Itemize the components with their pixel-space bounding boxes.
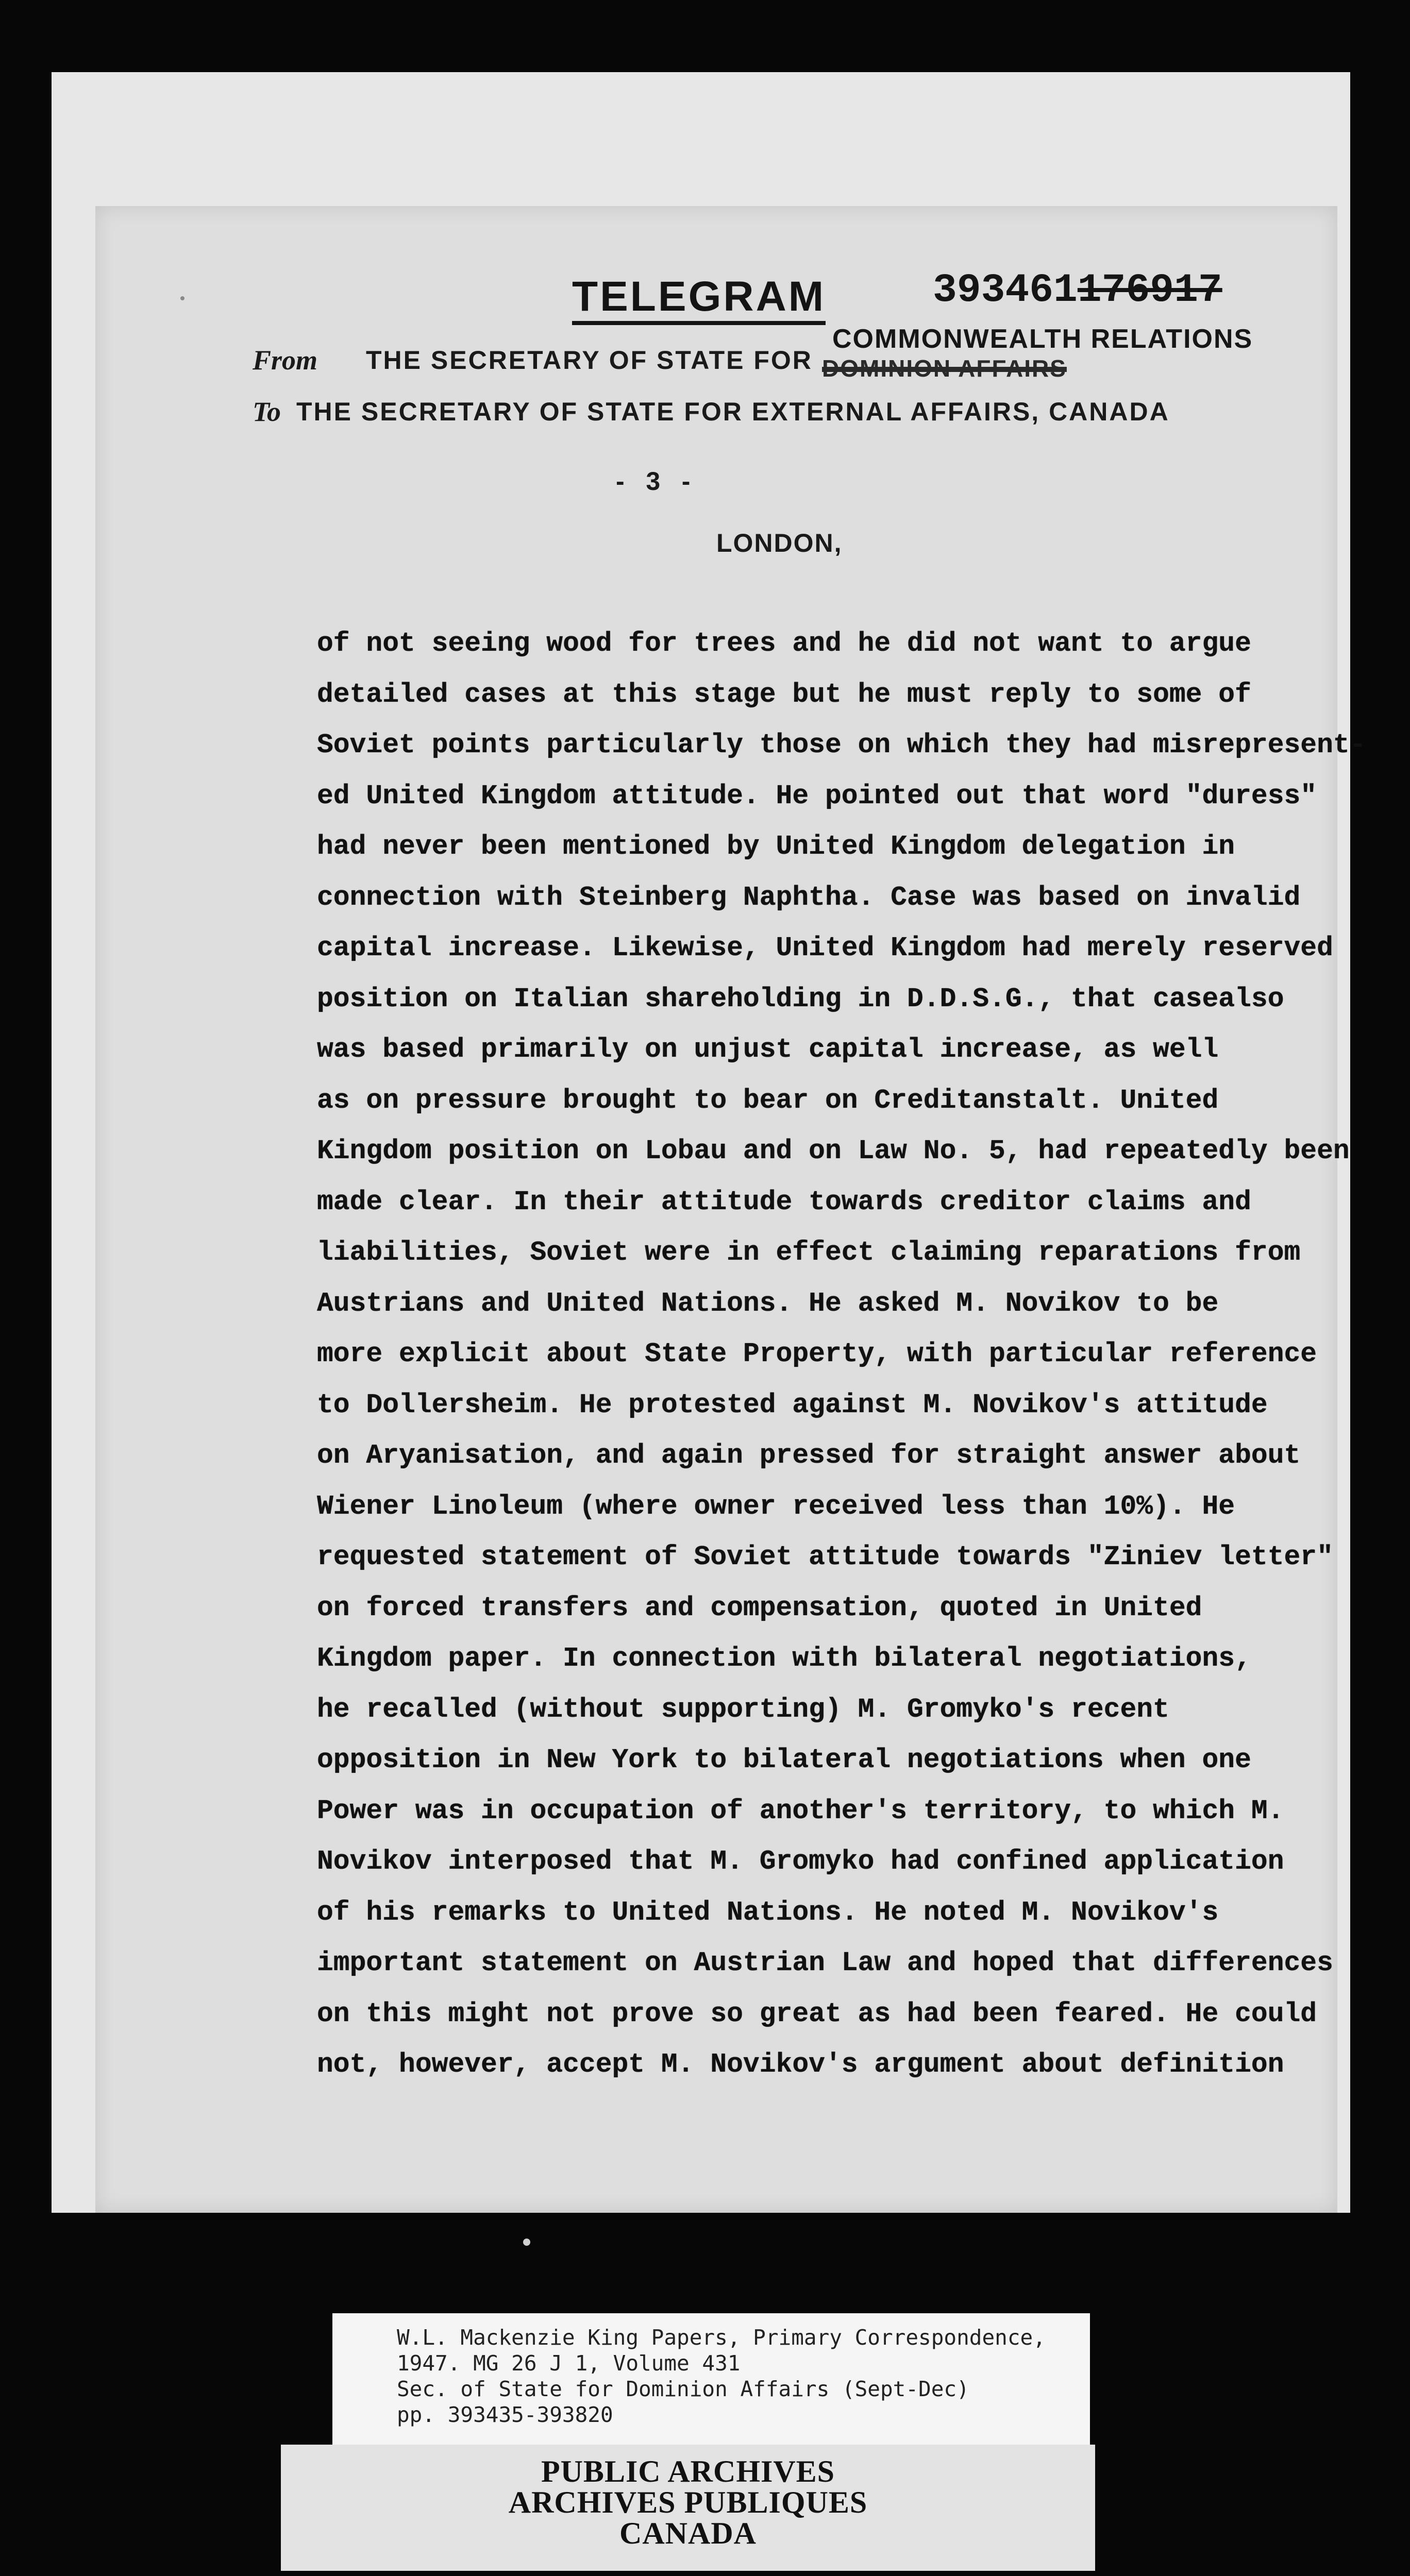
telegram-title: TELEGRAM [572,276,826,325]
stamp-line: ARCHIVES PUBLIQUES [508,2485,868,2519]
stamp-line: CANADA [619,2516,757,2550]
body-line: detailed cases at this stage but he must reply to some of [317,679,1251,710]
caption-line: W.L. Mackenzie King Papers, Primary Correspondence, [397,2325,1046,2350]
to-label: To [253,396,281,427]
body-line: more explicit about State Property, with particular reference [317,1338,1317,1369]
body-line: had never been mentioned by United Kingdom delegation in [317,831,1235,862]
from-replacement-text: COMMONWEALTH RELATIONS [832,324,1253,354]
from-label: From [253,345,318,376]
caption-line: 1947. MG 26 J 1, Volume 431 [397,2351,741,2376]
body-line: capital increase. Likewise, United Kingdom had merely reserved [317,933,1333,963]
body-line: position on Italian shareholding in D.D.S.G., that casealso [317,983,1284,1014]
body-line: Austrians and United Nations. He asked M. Novikov to be [317,1287,1219,1319]
caption-line: Sec. of State for Dominion Affairs (Sept-Dec) [397,2377,969,2401]
paper-speck [523,2239,530,2246]
body-line: Soviet points particularly those on which they had misrepresent- [317,730,1366,760]
archive-caption-card [332,2313,1090,2447]
stamp-line: PUBLIC ARCHIVES [541,2454,835,2488]
from-struck-text: DOMINION AFFAIRS [822,355,1067,382]
body-line: connection with Steinberg Naphtha. Case was based on invalid [317,882,1301,913]
body-line: Kingdom position on Lobau and on Law No. 5, had repeatedly been [317,1136,1350,1166]
body-line: on forced transfers and compensation, quoted in United [317,1592,1202,1623]
telegram-number [933,268,1222,313]
body-line: made clear. In their attitude towards creditor claims and [317,1186,1251,1217]
body-line: opposition in New York to bilateral negotiations when one [317,1744,1251,1775]
public-archives-stamp [281,2445,1095,2571]
body-line: Wiener Linoleum (where owner received less than 10%). He [317,1490,1235,1522]
to-text: THE SECRETARY OF STATE FOR EXTERNAL AFFAIRS, CANADA [296,397,1170,426]
body-line: liabilities, Soviet were in effect claiming reparations from [317,1237,1301,1268]
place-of-origin: LONDON, [716,529,843,557]
body-line: not, however, accept M. Novikov's argument about definition [317,2049,1284,2080]
body-line: Novikov interposed that M. Gromyko had confined application [317,1846,1284,1877]
telegram-body [317,618,1366,2090]
body-line: of his remarks to United Nations. He noted M. Novikov's [317,1896,1219,1928]
body-line: of not seeing wood for trees and he did not want to argue [317,628,1251,659]
body-line: to Dollersheim. He protested against M. Novikov's attitude [317,1389,1268,1420]
body-line: Kingdom paper. In connection with bilateral negotiations, [317,1643,1251,1674]
body-line: as on pressure brought to bear on Creditanstalt. United [317,1084,1219,1116]
body-line: on Aryanisation, and again pressed for straight answer about [317,1440,1301,1471]
body-line: requested statement of Soviet attitude towards "Ziniev letter" [317,1541,1333,1572]
from-text: THE SECRETARY OF STATE FOR [366,346,813,375]
body-line: on this might not prove so great as had been feared. He could [317,1998,1317,2029]
page-number: - 3 - [616,467,691,496]
body-line: he recalled (without supporting) M. Gromyko's recent [317,1693,1169,1725]
telegram-number-current: 393461 [933,268,1078,313]
body-line: was based primarily on unjust capital increase, as well [317,1034,1219,1065]
telegram-number-struck: 176917 [1077,268,1222,313]
body-line: important statement on Austrian Law and hoped that differences [317,1947,1333,1978]
body-line: Power was in occupation of another's territory, to which M. [317,1795,1284,1826]
paper-speck [180,296,184,300]
caption-line: pp. 393435-393820 [397,2402,613,2427]
body-line: ed United Kingdom attitude. He pointed out that word "duress" [317,780,1317,811]
